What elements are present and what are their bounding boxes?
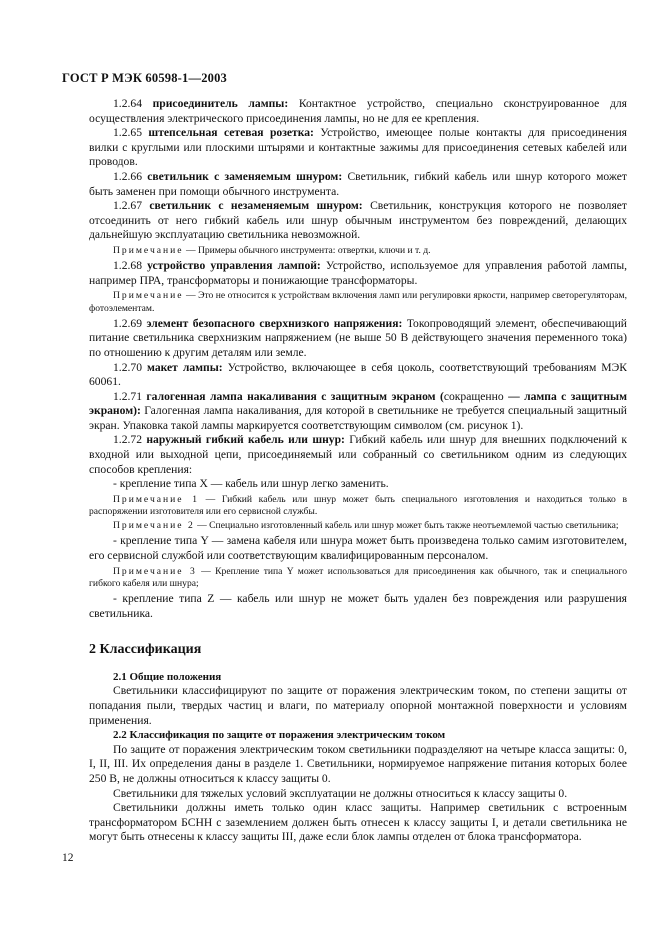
item-number: 1.2.70 bbox=[113, 360, 142, 374]
subsection-heading-2-2: 2.2 Классификация по защите от поражения электрическим током bbox=[113, 729, 446, 742]
note-label: Примечание bbox=[113, 244, 184, 256]
definition-1-2-70 bbox=[89, 361, 627, 390]
attachment-type-y: - крепление типа Y — замена кабеля или шнура может быть произведена только самим изготовителем, его сервисной службой или соответствующим квалифицированным персоналом. bbox=[89, 534, 627, 563]
note-3: Примечание 3 — Крепление типа Y может использоваться для присоединения как обычного, так и специального гибкого кабеля или шнура; bbox=[89, 565, 627, 589]
item-number: 1.2.71 bbox=[113, 389, 142, 403]
term: элемент безопасного сверхнизкого напряжения: bbox=[146, 316, 403, 330]
note-label: Примечание 3 bbox=[113, 565, 197, 577]
note-text: Крепление типа Y может использоваться для присоединения как обычного, так и специального гибкого кабеля или шнура; bbox=[89, 565, 627, 589]
item-number: 1.2.66 bbox=[113, 169, 142, 183]
document-body bbox=[89, 97, 627, 845]
item-number: 1.2.72 bbox=[113, 433, 142, 447]
definition-1-2-69 bbox=[89, 317, 627, 361]
subsection-heading-2-1: 2.1 Общие положения bbox=[113, 670, 222, 683]
definition-1-2-72 bbox=[89, 433, 627, 477]
term: устройство управления лампой: bbox=[147, 259, 321, 273]
definition-text: Токопроводящий элемент, обеспечивающий питание светильника сверхнизким напряжением (не выше 50 В действующего значения переменного тока) по отношению к другим деталям или земле. bbox=[89, 316, 628, 359]
note-1-2-67: Примечание — Примеры обычного инструмента: отвертки, ключи и т. д. bbox=[113, 244, 431, 256]
note-text: Это не относится к устройствам включения ламп или регулировки яркости, например светорегуляторам, фотоэлементам. bbox=[89, 290, 627, 314]
definition-text: Устройство, используемое для управления работой лампы, например ПРА, трансформаторы и понижающие трансформаторы. bbox=[89, 259, 628, 287]
paragraph-2-2-b: Светильники для тяжелых условий эксплуатации не должны относиться к классу защиты 0. bbox=[113, 786, 568, 800]
term: галогенная лампа накаливания с защитным экраном ( bbox=[146, 389, 444, 403]
item-number: 1.2.69 bbox=[113, 316, 142, 330]
definition-1-2-64 bbox=[89, 97, 627, 126]
definition-1-2-71 bbox=[89, 390, 627, 434]
section-heading: 2 Классификация bbox=[89, 642, 202, 658]
attachment-type-z: - крепление типа Z — кабель или шнур не может быть удален без повреждения или разрушения светильника. bbox=[89, 592, 627, 620]
standard-header: ГОСТ Р МЭК 60598-1—2003 bbox=[62, 71, 227, 85]
item-number: 1.2.67 bbox=[113, 199, 142, 213]
term: светильник с заменяемым шнуром: bbox=[147, 169, 343, 183]
term: светильник с незаменяемым шнуром: bbox=[149, 199, 363, 213]
definition-text: Устройство, имеющее полые контакты для присоединения вилки с круглыми или плоскими штырями и контактные зажимы для присоединения сетевых кабелей или проводов. bbox=[89, 126, 627, 169]
item-number: 1.2.65 bbox=[113, 126, 142, 140]
term: присоединитель лампы: bbox=[152, 97, 289, 110]
item-number: 1.2.64 bbox=[113, 97, 142, 110]
note-text: Специально изготовленный кабель или шнур может быть также неотъемлемой частью светильника; bbox=[209, 520, 619, 532]
term: наружный гибкий кабель или шнур: bbox=[146, 433, 345, 447]
note-text: Гибкий кабель или шнур может быть специального изготовления и находиться только в распоряжении изготовителя или его сервисной службы. bbox=[89, 493, 627, 518]
note-label: Примечание 2 bbox=[113, 520, 195, 532]
note-label: Примечание 1 bbox=[113, 493, 200, 505]
definition-text: Контактное устройство, специально сконструированное для осуществления электрического присоединения лампы, но не для ее крепления. bbox=[89, 97, 627, 125]
definition-text: Галогенная лампа накаливания, для которой в светильнике не требуется специальный защитный экран. Упаковка такой лампы маркируется соответствующим символом (см. рисунок 1). bbox=[89, 404, 627, 432]
note-2: Примечание 2 — Специально изготовленный кабель или шнур может быть также неотъемлемой частью светильника; bbox=[113, 520, 619, 532]
note-1-2-68: Примечание — Это не относится к устройствам включения ламп или регулировки яркости, например светорегуляторам, фотоэлементам. bbox=[89, 290, 627, 314]
definition-1-2-68 bbox=[89, 259, 627, 288]
paragraph-2-1: Светильники классифицируют по защите от поражения электрическим током, по степени защиты от попадания пыли, твердых частиц и влаги, по материалу опорной монтажной поверхности и условиям применения. bbox=[89, 684, 627, 727]
definition-text: Устройство, включающее в себя цоколь, соответствующий требованиям МЭК 60061. bbox=[89, 360, 628, 389]
note-text: Примеры обычного инструмента: отвертки, ключи и т. д. bbox=[197, 244, 431, 256]
definition-1-2-67 bbox=[89, 199, 627, 243]
paragraph-2-2-a: По защите от поражения электрическим током светильники подразделяют на четыре класса защиты: 0, I, II, III. Их определения даны в разделе 1. Светильники, нормируемое напряжение питания которых более 250 В, не должны относиться к классу защиты 0. bbox=[89, 742, 627, 785]
note-label: Примечание bbox=[113, 290, 184, 302]
item-number: 1.2.68 bbox=[113, 259, 142, 273]
attachment-type-x: - крепление типа Х — кабель или шнур легко заменить. bbox=[113, 477, 389, 491]
definition-text: Светильник, конструкция которого не позволяет отсоединить от него гибкий кабель или шнур обычным инструментом без повреждений, делающих дальнейшую эксплуатацию светильника невозможной. bbox=[89, 199, 627, 242]
note-1: Примечание 1 — Гибкий кабель или шнур может быть специального изготовления и находиться только в распоряжении изготовителя или его сервисной службы. bbox=[89, 493, 627, 518]
definition-text: Гибкий кабель или шнур для внешних подключений к входной или выходной цепи, присоединяемый или собранный со светильником одним из следующих способов крепления: bbox=[89, 433, 628, 476]
definition-1-2-65 bbox=[89, 126, 627, 170]
term: штепсельная сетевая розетка: bbox=[148, 126, 314, 140]
term: макет лампы: bbox=[147, 360, 223, 374]
definition-1-2-66 bbox=[89, 170, 627, 199]
page-number: 12 bbox=[62, 852, 74, 864]
term-abbrev-note: сокращенно bbox=[443, 389, 504, 403]
definition-text: Светильник, гибкий кабель или шнур которого может быть заменен при помощи обычного инструмента. bbox=[89, 169, 627, 198]
term-short: — лампа с защитным экраном): bbox=[89, 389, 627, 418]
paragraph-2-2-c: Светильники должны иметь только один класс защиты. Например светильник с встроенным трансформатором БСНН с заземлением должен быть отнесен к классу защиты I, и детали светильника не могут быть отнесены к классу защиты III, даже если блок лампы отделен от блока трансформатора. bbox=[89, 801, 627, 844]
